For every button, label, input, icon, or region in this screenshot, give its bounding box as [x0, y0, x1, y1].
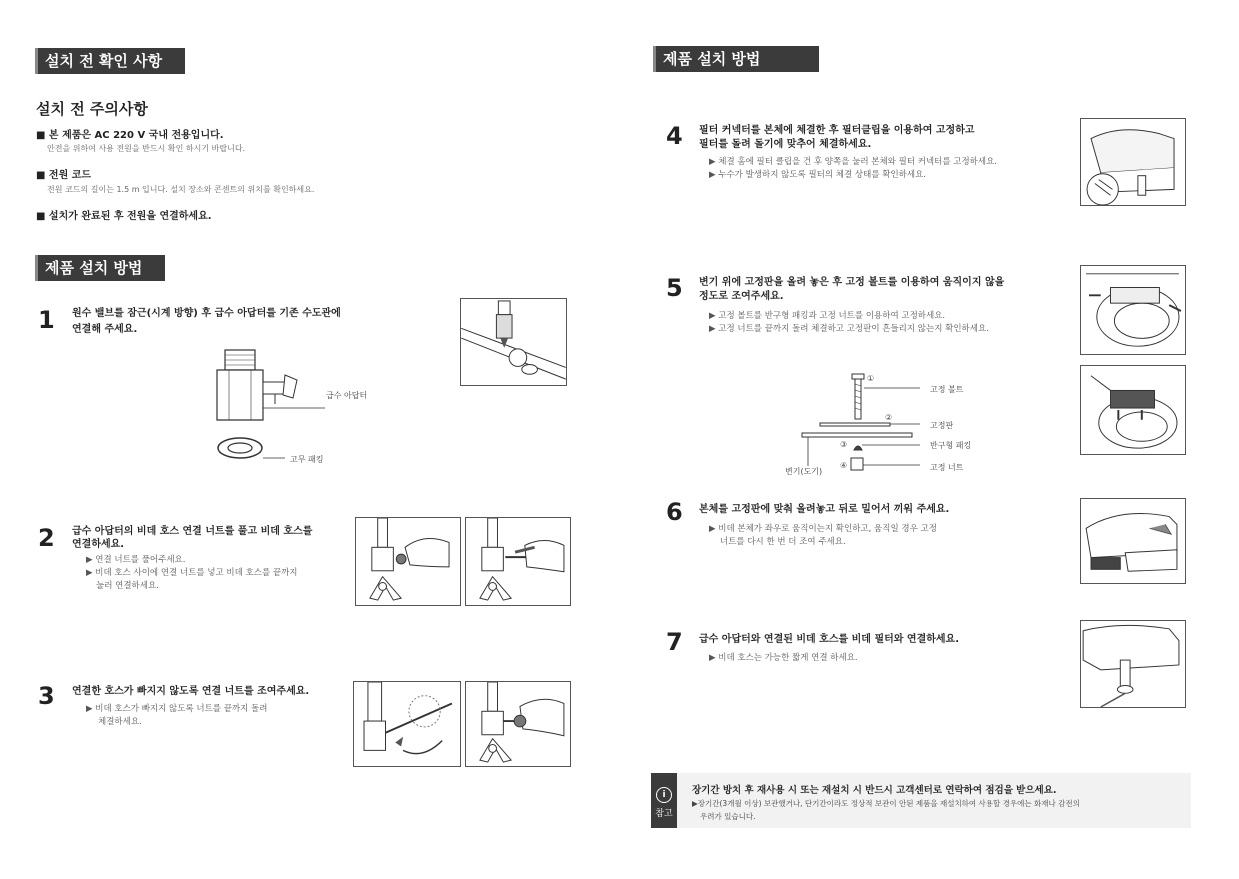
step1-title-line2: 연결해 주세요.	[72, 324, 138, 335]
note-title: 장기간 방치 후 재사용 시 또는 재설치 시 반드시 고객센터로 연락하여 점검을 받으세요.	[692, 785, 1057, 796]
step5-image-a	[1080, 265, 1186, 355]
step6-image	[1080, 498, 1186, 584]
bullet-power-sub: 안전을 위하여 사용 전원을 반드시 확인 하시기 바랍니다.	[47, 144, 246, 153]
bolt-parts-drawing	[800, 370, 920, 480]
toilet-label: 변기(도기)	[785, 467, 823, 476]
section-title-text: 제품 설치 방법	[45, 259, 143, 277]
step4-title-line1: 필터 커넥터를 본체에 체결한 후 필터클립을 이용하여 고정하고	[699, 125, 975, 136]
step4-sub1: ▶ 체결 홈에 필터 클립을 건 후 양쪽을 눌러 본체와 필터 커넥터를 고정하세요.	[709, 157, 997, 167]
step4-title-line2: 필터를 돌려 돌기에 맞추어 체결하세요.	[699, 139, 872, 150]
section-accent	[35, 255, 38, 281]
bullet-cord-sub: 전원 코드의 길이는 1.5 m 입니다. 설치 장소와 콘센트의 위치를 확인하세요.	[47, 185, 315, 194]
label-rubber-packing: 고무 패킹	[290, 455, 324, 464]
part-num-2: ②	[885, 413, 893, 422]
step3-image-a	[353, 681, 461, 767]
step3-sub2: 체결하세요.	[98, 717, 142, 727]
part-label-plate: 고정판	[930, 421, 954, 430]
note-line2: 우려가 있습니다.	[700, 812, 756, 821]
step6-sub1: ▶ 비데 본체가 좌우로 움직이는지 확인하고, 움직일 경우 고정	[709, 524, 937, 534]
note-badge	[651, 773, 677, 828]
step2-sub2: ▶ 비데 호스 사이에 연결 너트를 넣고 비데 호스를 끝까지	[86, 568, 298, 578]
step-number: 7	[666, 628, 683, 656]
precautions-heading: 설치 전 주의사항	[36, 100, 148, 118]
bullet-power-title: ■ 본 제품은 AC 220 V 국내 전용입니다.	[36, 130, 224, 141]
step3-sub1: ▶ 비데 호스가 빠지지 않도록 너트를 끝까지 돌려	[86, 704, 268, 714]
section-title-text: 설치 전 확인 사항	[45, 52, 163, 70]
step-number: 2	[38, 524, 55, 552]
adapter-illustration	[195, 340, 355, 475]
info-icon: i	[656, 787, 672, 803]
section-title-precheck	[35, 48, 185, 74]
step-number: 3	[38, 682, 55, 710]
bolt-parts-diagram	[800, 370, 920, 480]
fixing-plate-drawing	[1081, 266, 1185, 354]
section-title-install-right	[653, 46, 819, 72]
step2-sub3: 눌러 연결하세요.	[96, 581, 159, 591]
loosen-nut-drawing	[356, 518, 460, 605]
note-line1: ▶장기간(3개월 이상) 보관했거나, 단기간이라도 정상적 보관이 안된 제품을 재설치하여 사용할 경우에는 화재나 감전의	[692, 799, 1080, 808]
step2-title-line1: 급수 아답터의 비데 호스 연결 너트를 풀고 비데 호스를	[72, 526, 313, 537]
note-badge-label: 참고	[655, 809, 673, 819]
bullet-cord-title: ■ 전원 코드	[36, 170, 92, 181]
bolt-install-drawing	[1081, 366, 1185, 454]
step-number: 5	[666, 274, 683, 302]
part-num-3: ③	[840, 440, 848, 449]
connect-hose-drawing	[466, 518, 570, 605]
step-number: 6	[666, 498, 683, 526]
step5-sub1: ▶ 고정 볼트를 반구형 패킹과 고정 너트를 이용하여 고정하세요.	[709, 311, 946, 321]
step2-image-b	[465, 517, 571, 606]
step2-sub1: ▶ 연결 너트를 풀어주세요.	[86, 555, 186, 565]
hose-filter-drawing	[1081, 621, 1185, 707]
step4-sub2: ▶ 누수가 발생하지 않도록 필터의 체결 상태를 확인하세요.	[709, 170, 927, 180]
bullet-connect-title: ■ 설치가 완료된 후 전원을 연결하세요.	[36, 211, 212, 222]
step6-title-line1: 본체를 고정판에 맞춰 올려놓고 뒤로 밀어서 끼워 주세요.	[699, 504, 950, 515]
step7-sub1: ▶ 비데 호스는 가능한 짧게 연결 하세요.	[709, 653, 858, 663]
part-label-nut: 고정 너트	[930, 463, 964, 472]
step7-image	[1080, 620, 1186, 708]
step-number: 1	[38, 306, 55, 334]
step2-title-line2: 연결하세요.	[72, 539, 125, 550]
section-accent	[35, 48, 38, 74]
section-title-install	[35, 255, 165, 281]
step5-image-b	[1080, 365, 1186, 455]
pipe-valve-drawing	[461, 299, 566, 385]
slide-body-drawing	[1081, 499, 1185, 583]
step1-image	[460, 298, 567, 386]
adapter-drawing	[195, 340, 355, 475]
step5-sub2: ▶ 고정 너트를 끝까지 돌려 체결하고 고정판이 흔들리지 않는지 확인하세요.	[709, 324, 989, 334]
step3-title-line1: 연결한 호스가 빠지지 않도록 연결 너트를 조여주세요.	[72, 686, 310, 697]
step2-image-a	[355, 517, 461, 606]
tighten-nut-drawing-b	[466, 682, 570, 766]
step6-sub2: 너트를 다시 한 번 더 조여 주세요.	[720, 537, 846, 547]
step5-title-line1: 변기 위에 고정판을 올려 놓은 후 고정 볼트를 이용하여 움직이지 않을	[699, 277, 1005, 288]
tighten-nut-drawing-a	[354, 682, 460, 766]
step5-title-line2: 정도로 조여주세요.	[699, 291, 784, 302]
step1-title-line1: 원수 밸브를 잠근(시계 방향) 후 급수 아답터를 기존 수도관에	[72, 308, 341, 319]
part-num-4: ④	[840, 461, 848, 470]
filter-connector-drawing	[1081, 119, 1185, 205]
part-label-packing: 반구형 패킹	[930, 441, 972, 450]
step3-image-b	[465, 681, 571, 767]
label-water-adapter: 급수 아답터	[326, 391, 368, 400]
step7-title-line1: 급수 아답터와 연결된 비데 호스를 비데 필터와 연결하세요.	[699, 634, 960, 645]
part-label-bolt: 고정 볼트	[930, 385, 964, 394]
section-title-text: 제품 설치 방법	[663, 50, 761, 68]
step-number: 4	[666, 122, 683, 150]
step4-image	[1080, 118, 1186, 206]
part-num-1: ①	[867, 374, 875, 383]
section-accent	[653, 46, 656, 72]
